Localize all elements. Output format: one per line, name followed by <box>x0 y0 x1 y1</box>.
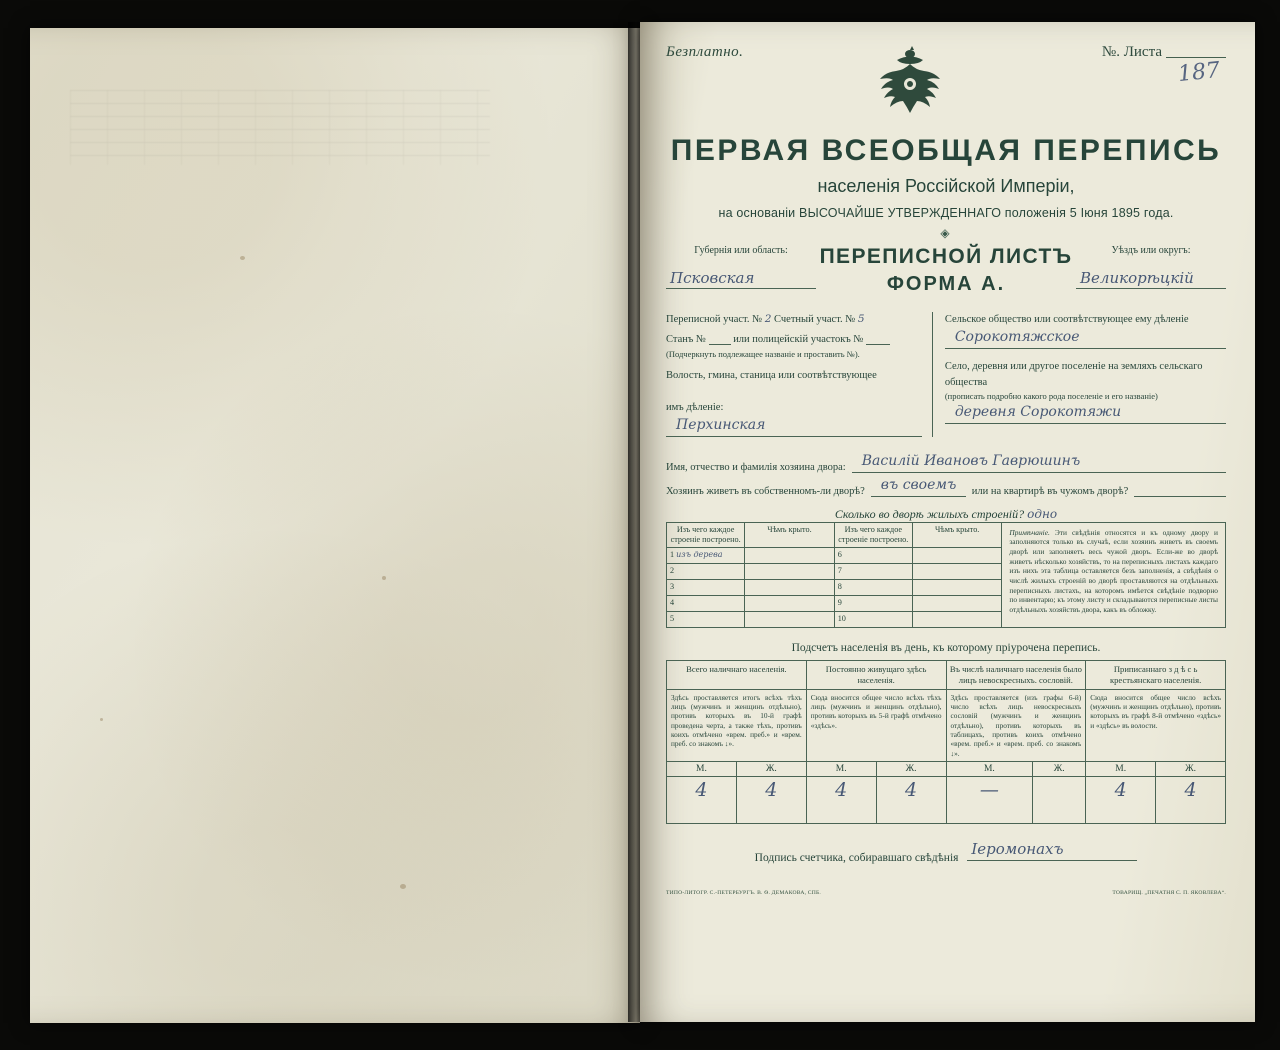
paper-speck <box>400 884 406 889</box>
census-count-values-row[interactable] <box>667 777 1226 824</box>
count-col-total-header: Всего наличнаго населенія. <box>667 661 807 689</box>
census-count-title: Подсчетъ населенія въ день, къ которому пріурочена перепись. <box>791 642 1101 655</box>
buildings-cover-3[interactable] <box>745 580 834 596</box>
buildings-row-no-10: 10 <box>834 612 912 628</box>
left-blank-page <box>30 28 640 1023</box>
total-female-label: Ж. <box>736 762 806 777</box>
paper-speck <box>382 576 386 580</box>
owner-dwelling-label: Хозяинъ живетъ въ собственномъ-ли дворѣ? <box>666 485 865 497</box>
settlement-label: Село, деревня или другое поселеніе на земляхъ сельскаго общества <box>944 360 1203 388</box>
settlement-note: (прописать подробно какого рода поселеніе и его названіе) <box>944 391 1158 402</box>
buildings-row-no-8: 8 <box>834 580 912 596</box>
volost-value: Перхинская <box>676 416 766 433</box>
registered-female-value[interactable]: 4 <box>1156 777 1226 824</box>
sheet-number-field[interactable] <box>1076 44 1226 88</box>
police-plot-label: или полицейскій участокъ № <box>733 333 864 345</box>
total-male-label: М. <box>667 762 737 777</box>
enumerator-signature-label: Подпись счетчика, собиравшаго свѣдѣнія <box>754 852 959 865</box>
total-female-value[interactable]: 4 <box>736 777 806 824</box>
owner-name-line[interactable] <box>852 452 1226 473</box>
count-plot-value: 5 <box>857 313 865 325</box>
nonlocal-male-label: М. <box>946 762 1033 777</box>
count-col-nonlocal-header: Въ числѣ наличнаго населенія было лицъ невоскресныхъ. сословій. <box>946 661 1086 689</box>
registered-female-label: Ж. <box>1156 762 1226 777</box>
census-plot-label: Переписной участ. № <box>666 314 763 325</box>
nonlocal-female-value[interactable] <box>1033 777 1086 824</box>
nonlocal-male-value[interactable]: — <box>946 777 1033 824</box>
gubernia-field[interactable] <box>666 245 816 289</box>
buildings-row-no-2: 2 <box>667 564 745 580</box>
owner-dwelling-line2[interactable] <box>1134 479 1226 497</box>
gubernia-label: Губернія или область: <box>694 245 788 256</box>
form-title-block <box>816 245 1076 296</box>
household-owner-block <box>666 453 1226 497</box>
permanent-female-value[interactable]: 4 <box>876 777 946 824</box>
form-header-bar <box>666 245 1226 296</box>
total-male-value[interactable]: 4 <box>667 777 737 824</box>
legal-basis-line: на основаніи ВЫСОЧАЙШЕ УТВЕРЖДЕННАГО положенія 5 Іюня 1895 года. <box>718 206 1174 220</box>
enumerator-signature-line[interactable] <box>967 840 1137 861</box>
buildings-question-value: одно <box>1027 506 1058 521</box>
buildings-cover-9[interactable] <box>912 596 1001 612</box>
sheet-number-handwritten: 187 <box>1176 57 1222 88</box>
census-count-table <box>666 660 1226 824</box>
gubernia-value: Псковская <box>670 269 755 287</box>
imperial-eagle-crest <box>875 44 945 128</box>
count-plot-label: Счетный участ. № <box>774 314 856 325</box>
uezd-value-line[interactable] <box>1076 269 1226 289</box>
settlement-value: деревня Сорокотяжи <box>954 404 1122 420</box>
form-title-line1: ПЕРЕПИСНОЙ ЛИСТЪ <box>819 245 1073 268</box>
buildings-cover-1[interactable] <box>745 548 834 564</box>
buildings-note-text: Эти свѣдѣнія относятся и къ одному двору и заполняются только въ случаѣ, если хозяинъ живетъ въ своемъ дворѣ или заполняетъ весь чужой дворъ. Если-же во дворѣ живетъ нѣсколько хозяйствъ, то на переписныхъ листахъ каждаго изъ нихъ эта таблица оставляется безъ заполненія, а свѣдѣнія о числѣ жилыхъ строеній во дворѣ проставляются на отдѣльныхъ переписныхъ листахъ, на которомъ имѣется свѣдѣніе подворно по инвентарю; къ этому листу и складываются переписные листы отдѣльныхъ хозяйствъ двора, какъ въ обложку. <box>1009 527 1218 614</box>
owner-name-row[interactable] <box>666 453 1226 473</box>
buildings-row-1-value: изъ дерева <box>676 550 723 560</box>
rural-society-value: Сорокотяжское <box>954 328 1080 345</box>
rural-society-value-line[interactable] <box>945 328 1226 349</box>
ornament-divider: ◈ <box>940 226 952 240</box>
uezd-value: Великорѣцкій <box>1080 269 1194 287</box>
owner-dwelling-row[interactable] <box>666 477 1226 497</box>
buildings-cover-8[interactable] <box>912 580 1001 596</box>
registered-male-value[interactable]: 4 <box>1086 777 1156 824</box>
census-count-header-row <box>667 661 1226 689</box>
plot-numbers-line[interactable] <box>666 312 922 328</box>
buildings-cover-5[interactable] <box>745 612 834 628</box>
paper-speck <box>100 718 103 721</box>
enumerator-signature-row[interactable] <box>666 840 1226 865</box>
buildings-col-3-header: Изъ чего каждое строеніе построено. <box>834 522 912 548</box>
count-col-total-desc: Здѣсь проставляется итогъ всѣхъ тѣхъ лицъ (мужчинъ и женщинъ отдѣльно), противъ которыхъ въ 10-й графѣ проведена черта, а также тѣхъ, противъ коихъ отмѣчено «врем. преб.» и «врем. преб. со знакомъ ↓». <box>667 689 807 761</box>
census-count-sex-row <box>667 762 1226 777</box>
stan-note: (Подчеркнуть подлежащее названіе и проставить №). <box>666 348 860 359</box>
printer-imprint <box>666 890 1226 896</box>
right-identification-column <box>933 312 1226 437</box>
printer-left: ТИПО-ЛИТОГР. С.-ПЕТЕРБУРГЪ. В. Ѳ. ДЕМАКОВА, СПБ. <box>666 890 821 897</box>
buildings-row-no-3: 3 <box>667 580 745 596</box>
buildings-col-2-header: Чѣмъ крыто. <box>745 522 834 548</box>
count-col-nonlocal-desc: Здѣсь проставляется (изъ графы 6-й) число всѣхъ лицъ невоскресныхъ сословій (мужчинъ и женщинъ отдѣльно), противъ которыхъ въ таблицахъ, противъ коихъ отмѣчено «врем. преб.» и «врем. преб. со знакомъ ↓». <box>946 689 1086 761</box>
buildings-col-1-header: Изъ чего каждое строеніе построено. <box>667 522 745 548</box>
buildings-row-no-7: 7 <box>834 564 912 580</box>
buildings-question <box>666 507 1226 522</box>
volost-division-label: имъ дѣленіе: <box>666 402 724 413</box>
permanent-male-value[interactable]: 4 <box>806 777 876 824</box>
owner-name-value: Василій Ивановъ Гаврюшинъ <box>861 452 1081 469</box>
uezd-field[interactable] <box>1076 245 1226 289</box>
owner-dwelling-line[interactable] <box>871 476 966 497</box>
buildings-table-header-row <box>667 522 1226 548</box>
buildings-col-4-header: Чѣмъ крыто. <box>912 522 1001 548</box>
enumerator-signature-value: Іеромонахъ <box>971 840 1064 859</box>
permanent-male-label: М. <box>806 762 876 777</box>
buildings-row-no-1: 1 изъ дерева <box>667 548 745 564</box>
buildings-cover-7[interactable] <box>912 564 1001 580</box>
printer-right: ТОВАРИЩ. „ПЕЧАТНЯ С. П. ЯКОВЛЕВА“. <box>1112 890 1226 897</box>
buildings-row-no-6: 6 <box>834 548 912 564</box>
buildings-cover-2[interactable] <box>745 564 834 580</box>
volost-value-line[interactable] <box>666 416 922 437</box>
buildings-row-no-4: 4 <box>667 596 745 612</box>
buildings-row-no-9: 9 <box>834 596 912 612</box>
count-col-permanent-desc: Сюда вносится общее число всѣхъ тѣхъ лицъ (мужчинъ и женщинъ отдѣльно), противъ которыхъ въ 5-й графѣ отмѣчено «здѣсь». <box>806 689 946 761</box>
owner-name-label: Имя, отчество и фамилія хозяина двора: <box>666 461 846 473</box>
show-through-ruling <box>70 90 490 165</box>
stan-label: Станъ № <box>666 333 706 345</box>
buildings-cover-4[interactable] <box>745 596 834 612</box>
count-col-registered-header: Приписаннаго з д ѣ с ь крестьянскаго населенія. <box>1086 661 1226 689</box>
buildings-note-cell <box>1002 522 1226 628</box>
buildings-question-label: Сколько во дворѣ жилыхъ строеній? <box>834 506 1025 521</box>
uezd-label: Уѣздъ или округъ: <box>1111 245 1191 256</box>
page-title: ПЕРВАЯ ВСЕОБЩАЯ ПЕРЕПИСЬ <box>670 134 1222 167</box>
settlement-value-line[interactable] <box>945 406 1226 424</box>
buildings-cover-6[interactable] <box>912 548 1001 564</box>
count-col-registered-desc: Сюда вносится общее число всѣхъ (мужчинъ и женщинъ отдѣльно), противъ которыхъ въ графѣ 8-й отмѣчено «здѣсь» и «здѣсь» въ волости. <box>1086 689 1226 761</box>
buildings-table <box>666 522 1226 629</box>
count-col-permanent-header: Постоянно живущаго здѣсь населенія. <box>806 661 946 689</box>
buildings-note-title: Примѣчаніе. <box>1009 527 1050 537</box>
permanent-female-label: Ж. <box>876 762 946 777</box>
form-title-line2: ФОРМА А. <box>886 273 1006 295</box>
free-of-charge-label: Безплатно. <box>666 44 744 60</box>
volost-label: Волость, гмина, станица или соотвѣтствующее <box>666 370 877 382</box>
buildings-row-no-5: 5 <box>667 612 745 628</box>
identification-columns <box>666 312 1226 437</box>
census-plot-value: 2 <box>764 313 772 325</box>
page-subtitle: населенія Россійской Имперіи, <box>817 176 1075 196</box>
gubernia-value-line[interactable] <box>666 269 816 289</box>
form-top-row <box>666 44 1226 128</box>
sheet-number-label: №. Листа <box>1101 44 1162 60</box>
rural-society-label: Сельское общество или соотвѣтствующее ему дѣленіе <box>944 314 1189 325</box>
buildings-cover-10[interactable] <box>912 612 1001 628</box>
census-form-page <box>640 22 1255 1022</box>
census-count-desc-row <box>667 689 1226 761</box>
left-identification-column <box>666 312 933 437</box>
owner-dwelling-value: въ своемъ <box>880 476 957 493</box>
owner-dwelling-label2: или на квартирѣ въ чужомъ дворѣ? <box>971 485 1129 497</box>
registered-male-label: М. <box>1086 762 1156 777</box>
stan-line[interactable] <box>666 332 922 348</box>
paper-speck <box>240 256 245 260</box>
nonlocal-female-label: Ж. <box>1033 762 1086 777</box>
